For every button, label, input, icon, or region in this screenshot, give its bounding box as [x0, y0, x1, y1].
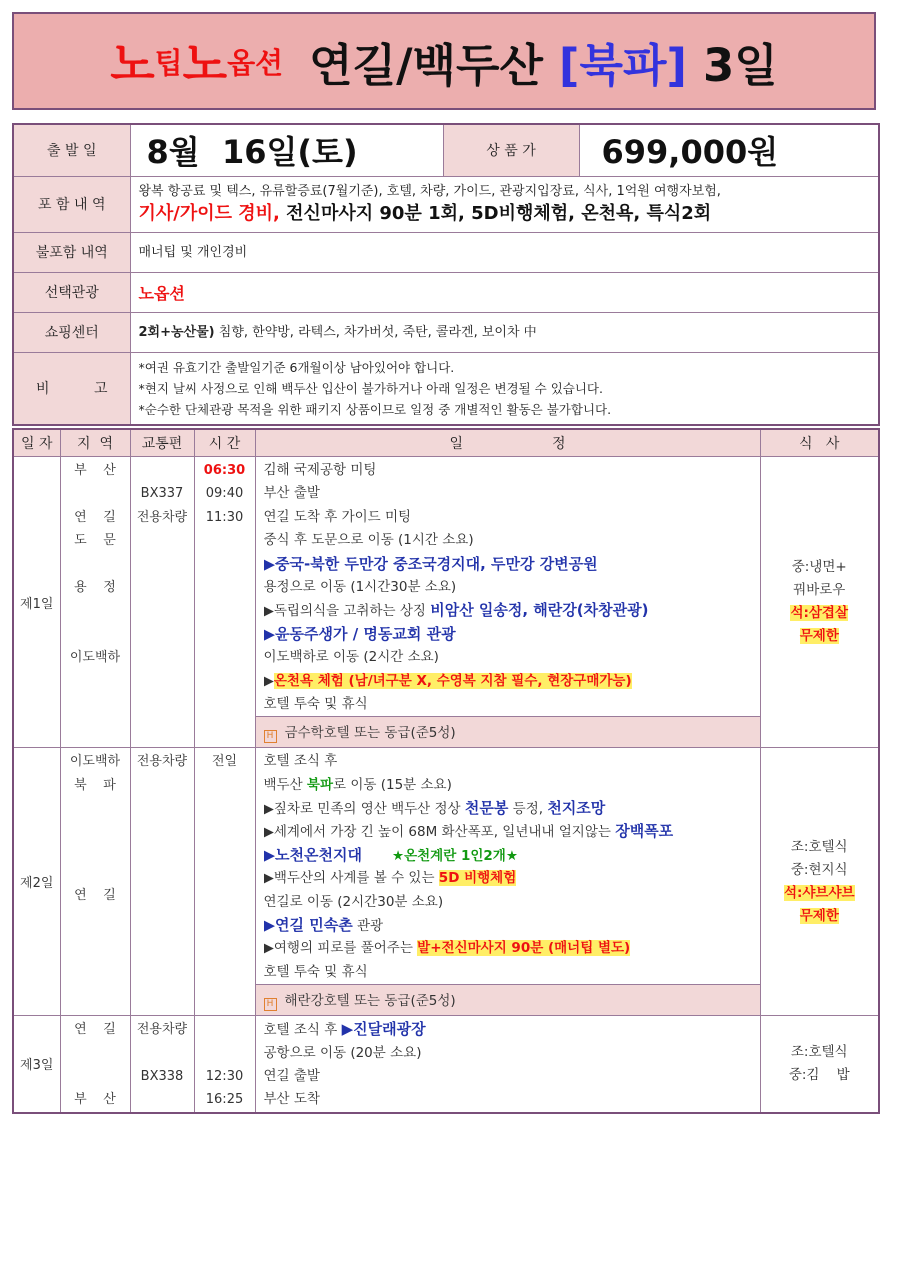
schedule-table	[12, 428, 880, 1114]
day1-time-3: 11:30	[205, 509, 244, 525]
day3-time-2: 16:25	[205, 1092, 244, 1108]
day2-item-2-pre: 백두산	[263, 776, 307, 793]
departure-value: 8월 16일(토)	[130, 124, 443, 176]
day2-item-9-pre: ▶여행의 피로를 풀어주는	[263, 940, 418, 957]
day1-region-8	[61, 623, 130, 646]
day3-times	[194, 1016, 255, 1113]
day1-item-7	[264, 599, 760, 622]
day2-item-6	[264, 867, 760, 890]
day3-meal	[760, 1016, 879, 1113]
day2-item-7: 연길로 이동 (2시간30분 소요)	[263, 893, 444, 910]
day2-meal-2: 중:현지식	[790, 861, 848, 878]
day2-meal-3-text: 석:샤브샤브	[783, 884, 855, 901]
day1-row	[13, 457, 879, 717]
day2-item-1: 호텔 조식 후	[263, 753, 338, 770]
day2-item-9-highlight: 발+전신마사지 90분 (매너팁 별도)	[417, 940, 631, 957]
day1-meal-3-text: 석:삼겹살	[790, 605, 849, 622]
header-itinerary: 일 정	[255, 429, 760, 457]
day1-meal-4	[761, 625, 879, 648]
shopping-items: 침향, 한약방, 라텍스, 차가버섯, 죽탄, 콜라겐, 보이차 中	[214, 324, 537, 340]
included-red: 기사/가이드 경비,	[138, 202, 280, 224]
option-value: 노옵션	[130, 272, 879, 312]
day1-region-2	[61, 482, 130, 505]
day2-item-8-blue: ▶연길 민속촌	[263, 916, 353, 935]
day1-item-6: 용정으로 이동 (1시간30분 소요)	[263, 578, 457, 595]
day2-row	[13, 748, 879, 985]
day1-label: 제1일	[13, 457, 60, 748]
day1-region-3: 연 길	[74, 509, 116, 525]
day1-transport-2: BX337	[140, 486, 184, 502]
day2-meal-1: 조:호텔식	[790, 838, 848, 855]
schedule-header	[13, 429, 879, 457]
day2-hotel-name: 해란강호텔 또는 동급(준5성)	[284, 993, 456, 1010]
day1-hotel	[255, 717, 760, 748]
price-label: 상 품 가	[443, 124, 579, 176]
included-line2	[139, 201, 871, 227]
day2-item-5-blue: ▶노천온천지대	[263, 845, 362, 864]
day1-item-7-highlight: 비암산 일송정, 해란강(차창관광)	[430, 601, 649, 620]
included-black: 전신마사지 90분 1회, 5D비행체험, 온천욕, 특식2회	[279, 202, 712, 224]
brand-tip: 팁	[154, 45, 183, 80]
day1-transport-1	[131, 459, 194, 482]
day3-meal-1: 조:호텔식	[790, 1043, 848, 1060]
day1-region-7	[61, 599, 130, 622]
day1-time-2: 09:40	[205, 486, 244, 502]
day1-transport-3: 전용차량	[136, 509, 188, 525]
day2-item-3-blue1: 천문봉	[464, 799, 509, 818]
day3-meal-2: 중:김 밥	[788, 1066, 850, 1083]
included-line1: 왕복 항공료 및 텍스, 유류할증료(7월기준), 호텔, 차량, 가이드, 관광지입장료, 식사, 1억원 여행자보험,	[138, 183, 721, 199]
day2-transport	[130, 748, 194, 1016]
day1-item-9: 이도백하로 이동 (2시간 소요)	[263, 649, 439, 666]
shopping-label: 쇼핑센터	[13, 312, 130, 352]
departure-label: 출 발 일	[13, 124, 130, 176]
info-table	[12, 123, 880, 426]
day2-item-9	[264, 937, 760, 960]
shopping-cell	[130, 312, 879, 352]
shopping-count: 2회+농산물)	[138, 324, 215, 340]
day1-regions	[60, 457, 130, 748]
day2-item-5-green: ★온천계란 1인2개★	[391, 847, 518, 864]
day2-meal-4	[761, 905, 879, 928]
day1-meal-4-text: 무제한	[799, 628, 839, 645]
day3-regions	[60, 1016, 130, 1113]
day1-region-5	[61, 553, 130, 576]
day2-item-4-pre: ▶세계에서 가장 긴 높이 68M 화산폭포, 일년내내 얼지않는	[263, 824, 616, 841]
day2-region-3: 연 길	[74, 888, 116, 904]
note-2: *현지 날씨 사정으로 인해 백두산 입산이 불가하거나 아래 일정은 변경될 수 있습니다.	[138, 380, 603, 396]
day3-itinerary	[255, 1016, 760, 1113]
day2-item-2-post: 로 이동 (15분 소요)	[333, 776, 452, 793]
day1-item-8: ▶윤동주생가 / 명동교회 관광	[263, 624, 456, 643]
day2-item-4-blue: 장백폭포	[615, 822, 674, 841]
day3-item-4: 부산 도착	[263, 1091, 320, 1108]
day2-time-1: 전일	[211, 754, 238, 770]
brand-no-2: 노	[182, 37, 228, 91]
title-route: 연길/백두산	[309, 38, 543, 92]
day3-item-1-pre: 호텔 조식 후	[263, 1022, 342, 1039]
day1-item-7-text: ▶독립의식을 고취하는 상징	[263, 603, 431, 620]
day1-times	[194, 457, 255, 748]
day2-item-6-highlight: 5D 비행체험	[438, 870, 517, 887]
day3-item-2: 공항으로 이동 (20분 소요)	[263, 1044, 422, 1061]
price-value: 699,000원	[579, 124, 879, 176]
title-days: 3일	[703, 38, 778, 92]
brand-option: 옵션	[227, 45, 284, 80]
day3-item-3: 연길 출발	[263, 1067, 320, 1084]
note-1: *여권 유효기간 출발일기준 6개월이상 남아있어야 합니다.	[138, 359, 455, 375]
title-banner	[12, 12, 876, 110]
hotel-icon: H	[264, 998, 277, 1011]
day1-hotel-name: 금수학호텔 또는 동급(준5성)	[284, 725, 456, 742]
day1-item-10-highlight: 온천욕 체험 (남/녀구분 X, 수영복 지참 필수, 현장구매가능)	[273, 672, 632, 689]
day1-item-4: 중식 후 도문으로 이동 (1시간 소요)	[263, 532, 474, 549]
header-transport: 교통편	[130, 429, 194, 457]
day2-meal	[760, 748, 879, 1016]
day2-time	[194, 748, 255, 1016]
day1-time-1: 06:30	[203, 463, 246, 478]
day3-transport	[130, 1016, 194, 1113]
day1-item-2: 부산 출발	[263, 485, 320, 502]
included-label: 포 함 내 역	[13, 176, 130, 232]
header-region: 지 역	[60, 429, 130, 457]
note-3: *순수한 단체관광 목적을 위한 패키지 상품이므로 일정 중 개별적인 활동은 불가합니다.	[138, 401, 612, 417]
day2-region-2: 북 파	[74, 777, 116, 793]
day1-item-5: ▶중국-북한 두만강 중조국경지대, 두만강 강변공원	[263, 554, 598, 573]
option-label: 선택관광	[13, 272, 130, 312]
day2-meal-3	[761, 882, 879, 905]
day1-item-10	[264, 670, 760, 693]
day3-item-1-blue: ▶진달래광장	[341, 1020, 426, 1039]
excluded-value: 매너팁 및 개인경비	[130, 232, 879, 272]
day3-transport-2: BX338	[140, 1068, 184, 1084]
day1-region-6: 용 정	[74, 579, 116, 595]
day1-transport	[130, 457, 194, 748]
day1-item-11: 호텔 투숙 및 휴식	[263, 695, 368, 712]
day3-region-2: 부 산	[74, 1092, 116, 1108]
day2-item-5	[264, 844, 760, 867]
day1-region-1: 부 산	[74, 463, 116, 478]
day1-item-10-arrow: ▶	[263, 672, 274, 689]
notes-label: 비 고	[13, 352, 130, 425]
hotel-icon: H	[264, 730, 277, 743]
header-day: 일 자	[13, 429, 60, 457]
day2-itinerary	[255, 748, 760, 985]
day3-region-1: 연 길	[74, 1022, 116, 1038]
day3-time-1: 12:30	[205, 1068, 244, 1084]
day2-item-10: 호텔 투숙 및 휴식	[263, 963, 368, 980]
day2-regions	[60, 748, 130, 1016]
day1-meal-1: 중:냉면+	[791, 559, 847, 576]
day2-hotel	[255, 985, 760, 1016]
day2-item-3-blue2: 천지조망	[547, 799, 606, 818]
header-meal: 식 사	[760, 429, 879, 457]
day2-item-2-green: 북파	[306, 776, 334, 793]
day1-meal	[760, 457, 879, 748]
day1-meal-2: 꿔바로우	[793, 582, 846, 599]
day2-item-3-mid: 등정,	[508, 801, 548, 818]
brand-no-1: 노	[110, 37, 155, 91]
day2-item-8	[264, 914, 760, 937]
excluded-label: 불포함 내역	[13, 232, 130, 272]
day2-item-3-pre: ▶짚차로 민족의 영산 백두산 정상	[263, 801, 465, 818]
day2-item-8-post: 관광	[352, 918, 384, 935]
day3-label: 제3일	[13, 1016, 60, 1113]
day2-region-1: 이도백하	[69, 754, 121, 770]
day1-itinerary	[255, 457, 760, 717]
day1-region-4: 도 문	[74, 533, 116, 549]
day2-item-3	[264, 797, 760, 820]
day2-meal-4-text: 무제한	[799, 907, 839, 924]
day2-item-2	[264, 774, 760, 797]
day1-item-1: 김해 국제공항 미팅	[263, 462, 377, 478]
day1-region-9: 이도백하	[69, 650, 121, 666]
day3-row	[13, 1016, 879, 1113]
day1-meal-3	[761, 602, 879, 625]
day2-label: 제2일	[13, 748, 60, 1016]
title-tag: [북파]	[558, 38, 687, 92]
day2-transport-1: 전용차량	[136, 754, 188, 770]
day2-item-6-pre: ▶백두산의 사계를 볼 수 있는	[263, 870, 439, 887]
included-cell	[130, 176, 879, 232]
day2-item-4	[264, 820, 760, 843]
day1-item-3: 연길 도착 후 가이드 미팅	[263, 508, 412, 525]
day3-item-1	[264, 1018, 760, 1041]
notes-cell	[130, 352, 879, 425]
day3-transport-1: 전용차량	[136, 1022, 188, 1038]
header-time: 시 간	[194, 429, 255, 457]
